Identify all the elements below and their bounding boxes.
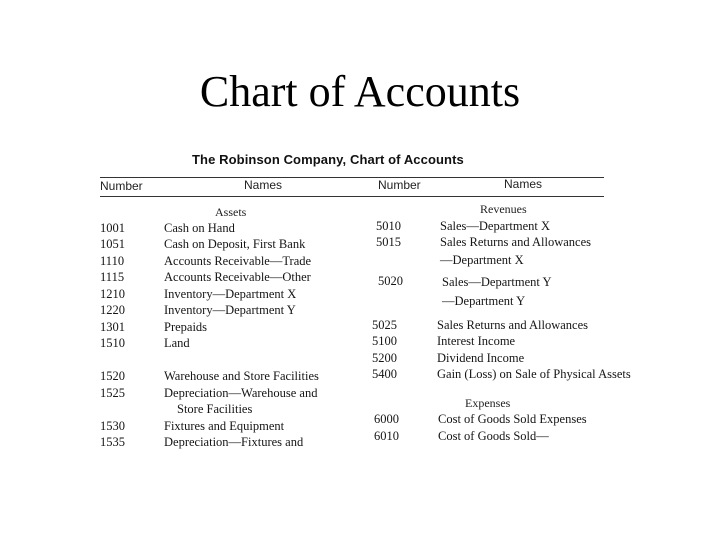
account-name-continuation: Store Facilities: [177, 402, 253, 416]
account-name: Gain (Loss) on Sale of Physical Assets: [437, 367, 631, 381]
account-name-continuation: —Department Y: [442, 294, 526, 308]
header-rule: [100, 196, 604, 197]
account-name: Warehouse and Store Facilities: [164, 369, 319, 383]
account-number: 1510: [100, 336, 125, 350]
account-number: 5020: [378, 274, 403, 288]
account-number: 5010: [376, 219, 401, 233]
account-number: 5100: [372, 334, 397, 348]
account-name: Depreciation—Fixtures and: [164, 435, 304, 449]
account-number: 1520: [100, 369, 125, 383]
account-name: Sales Returns and Allowances: [440, 235, 592, 249]
account-name: Dividend Income: [437, 351, 525, 365]
column-header-names-right: Names: [504, 177, 543, 191]
section-expenses: Expenses: [465, 396, 511, 410]
account-name: Interest Income: [437, 334, 516, 348]
account-number: 1001: [100, 221, 125, 235]
account-name: Sales—Department Y: [442, 275, 552, 289]
account-name: Land: [164, 336, 190, 350]
section-revenues: Revenues: [480, 202, 527, 216]
account-number: 1210: [100, 287, 125, 301]
account-name: Prepaids: [164, 320, 208, 334]
account-number: 1530: [100, 419, 125, 433]
account-number: 5025: [372, 318, 397, 332]
account-name: Sales—Department X: [440, 219, 551, 233]
account-number: 1110: [100, 254, 125, 268]
account-number: 6010: [374, 429, 399, 443]
account-name: Cost of Goods Sold—: [438, 429, 549, 443]
account-name: Fixtures and Equipment: [164, 419, 285, 433]
account-name: Depreciation—Warehouse and: [164, 386, 318, 400]
account-number: 1535: [100, 435, 125, 449]
account-number: 5400: [372, 367, 397, 381]
account-number: 5015: [376, 235, 401, 249]
account-name: Inventory—Department Y: [164, 303, 296, 317]
account-number: 1301: [100, 320, 125, 334]
document-heading: The Robinson Company, Chart of Accounts: [192, 152, 464, 167]
column-header-number-left: Number: [100, 179, 143, 193]
account-number: 5200: [372, 351, 397, 365]
slide-title: Chart of Accounts: [199, 67, 521, 116]
account-name-continuation: —Department X: [440, 253, 524, 267]
account-name: Cash on Hand: [164, 221, 235, 235]
scanned-document: [96, 150, 652, 450]
account-name: Cost of Goods Sold Expenses: [438, 412, 587, 426]
account-name: Sales Returns and Allowances: [437, 318, 589, 332]
account-name: Cash on Deposit, First Bank: [164, 237, 306, 251]
account-name: Inventory—Department X: [164, 287, 297, 301]
account-number: 6000: [374, 412, 399, 426]
account-name: Accounts Receivable—Other: [164, 270, 311, 284]
account-name: Accounts Receivable—Trade: [164, 254, 312, 268]
account-number: 1525: [100, 386, 125, 400]
column-header-names-left: Names: [244, 178, 283, 192]
account-number: 1115: [100, 270, 125, 284]
account-number: 1220: [100, 303, 125, 317]
account-number: 1051: [100, 237, 125, 251]
section-assets: Assets: [215, 205, 247, 219]
column-header-number-right: Number: [378, 178, 421, 192]
